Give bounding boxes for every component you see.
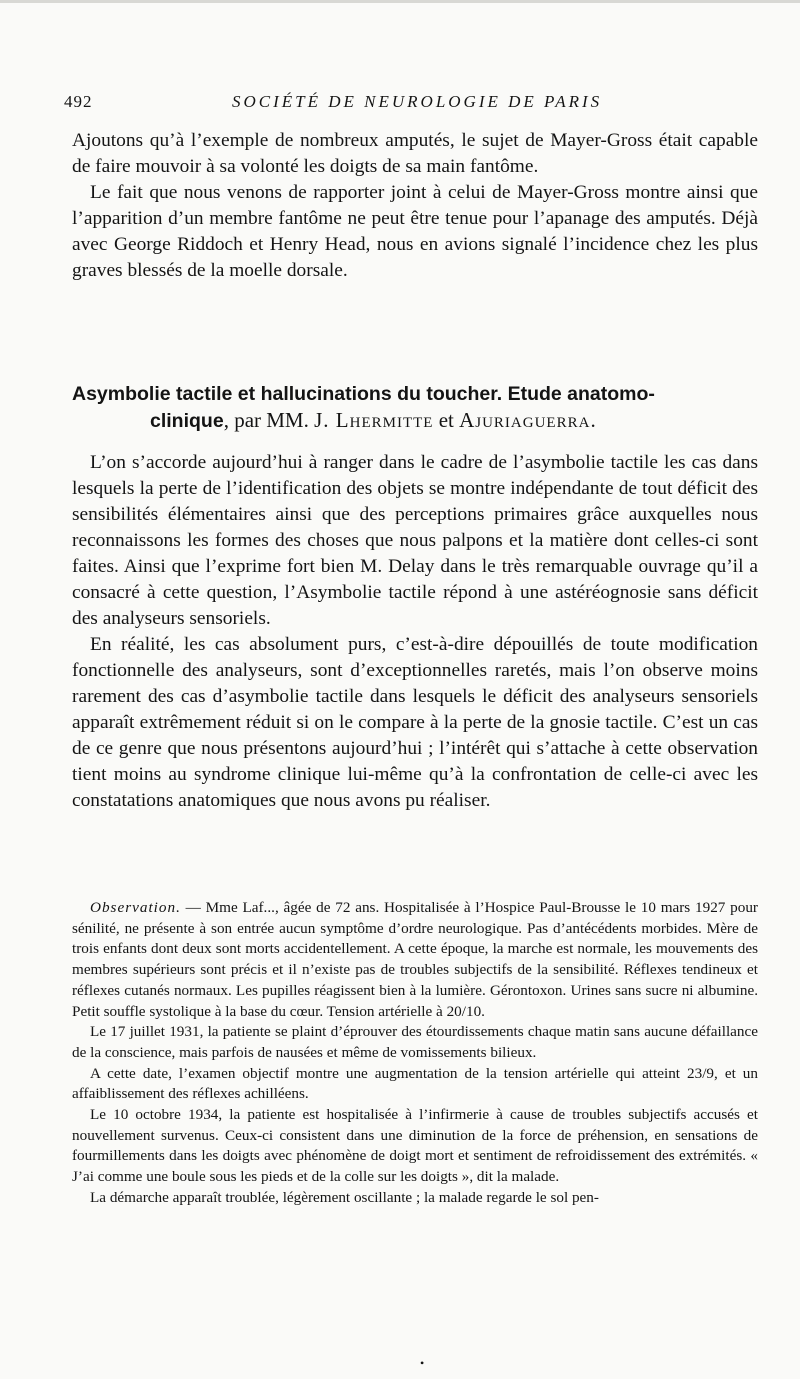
observation-paragraph: Le 10 octobre 1934, la patiente est hospitalisée à l’infirmerie à cause de troubles subjectifs accusés et nouvellement survenus. Ceux-ci consistent dans une diminution de la force de préhension, en sensations de fourmillements dans les doigts avec phénomène de doigt mort et sentiment de refroidissement des extrémités. « J’ai comme une boule sous les pieds et de la colle sur les doigts », dit la malade. (72, 1106, 758, 1186)
print-mark: • (420, 1356, 425, 1370)
page-top-edge (0, 0, 800, 3)
observation-paragraph: Le 17 juillet 1931, la patiente se plaint d’éprouver des étourdissements chaque matin sans aucune défaillance de la conscience, mais parfois de nausées et même de vomissements bilieux. (72, 1023, 758, 1061)
intro-section (72, 128, 758, 284)
article-heading (72, 380, 758, 434)
body-paragraph: En réalité, les cas absolument purs, c’est-à-dire dépouillés de toute modification fonctionnelle des analyseurs, sont d’exceptionnelles raretés, mais l’on observe moins rarement des cas d’asymbolie tactile dans lesquels le déficit des analyseurs sensoriels apparaît extrêmement réduit si on le compare à la perte de la gnosie tactile. C’est un cas de ce genre que nous présentons aujourd’hui ; l’intérêt qui s’attache à cette observation tient moins au syndrome clinique lui-même qu’à la confrontation de celle-ci avec les constatations anatomiques que nous avons pu réaliser. (72, 634, 758, 811)
body-paragraph: L’on s’accorde aujourd’hui à ranger dans le cadre de l’asymbolie tactile les cas dans lesquels la perte de l’identification des objets se montre indépendante de tout déficit des sensibilités élémentaires ainsi que des perceptions primaires grâce auxquelles nous reconnaissons les formes des choses que nous palpons et la matière dont celles-ci sont faites. Ainsi que l’exprime fort bien M. Delay dans le très remarquable ouvrage qu’il a consacré à cette question, l’Asymbolie tactile répond à une astéréognosie sans déficit des analyseurs sensoriels. (72, 452, 758, 629)
intro-paragraph: Ajoutons qu’à l’exemple de nombreux amputés, le sujet de Mayer-Gross était capable de faire mouvoir à sa volonté les doigts de sa main fantôme. (72, 130, 758, 177)
page-number: 492 (64, 92, 93, 111)
article-title (72, 380, 758, 434)
byline-and: et (433, 408, 460, 432)
observation-label: Observation. (90, 899, 181, 916)
article-body (72, 450, 758, 814)
page-header (64, 92, 758, 116)
running-title: SOCIÉTÉ DE NEUROLOGIE DE PARIS (232, 92, 603, 111)
byline-end: . (590, 408, 596, 432)
intro-paragraph: Le fait que nous venons de rapporter joint à celui de Mayer-Gross montre ainsi que l’apparition d’un membre fantôme ne peut être tenue pour l’apanage des amputés. Déjà avec George Riddoch et Henry Head, nous en avions signalé l’incidence chez les plus graves blessés de la moelle dorsale. (72, 182, 758, 281)
observation-paragraph: La démarche apparaît troublée, légèrement oscillante ; la malade regarde le sol pen- (90, 1188, 599, 1206)
observation-paragraph: A cette date, l’examen objectif montre une augmentation de la tension artérielle qui atteint 23/9, et un affaiblissement des réflexes achilléens. (72, 1064, 758, 1103)
author-lhermitte: J. Lhermitte (314, 408, 434, 432)
observation-section (72, 898, 758, 1209)
author-ajuriaguerra: Ajuriaguerra (459, 408, 591, 432)
article-title-line1: Asymbolie tactile et hallucinations du toucher. Etude anatomo- (72, 383, 655, 405)
article-title-line2: clinique (150, 410, 224, 432)
byline-prefix: , par MM. (223, 408, 315, 432)
observation-paragraph (72, 898, 758, 1022)
observation-dash: — (180, 899, 206, 916)
observation-first-text: Mme Laf..., âgée de 72 ans. Hospitalisée à l’Hospice Paul-Brousse le 10 mars 1927 pour sénilité, ne présente à son entrée aucun symptôme d’ordre neurologique. Pas d’antécédents morbides. Mère de trois enfants dont deux sont morts accidentellement. A cette époque, la marche est normale, les mouvements des membres supérieurs sont précis et il n’existe pas de troubles subjectifs de la sensibilité. Réflexes tendineux et réflexes cutanés normaux. Les pupilles réagissent bien à la lumière. Gérontoxon. Urines sans sucre ni albumine. Petit souffle systolique à la base du cœur. Tension artérielle à 20/10. (72, 899, 758, 1020)
